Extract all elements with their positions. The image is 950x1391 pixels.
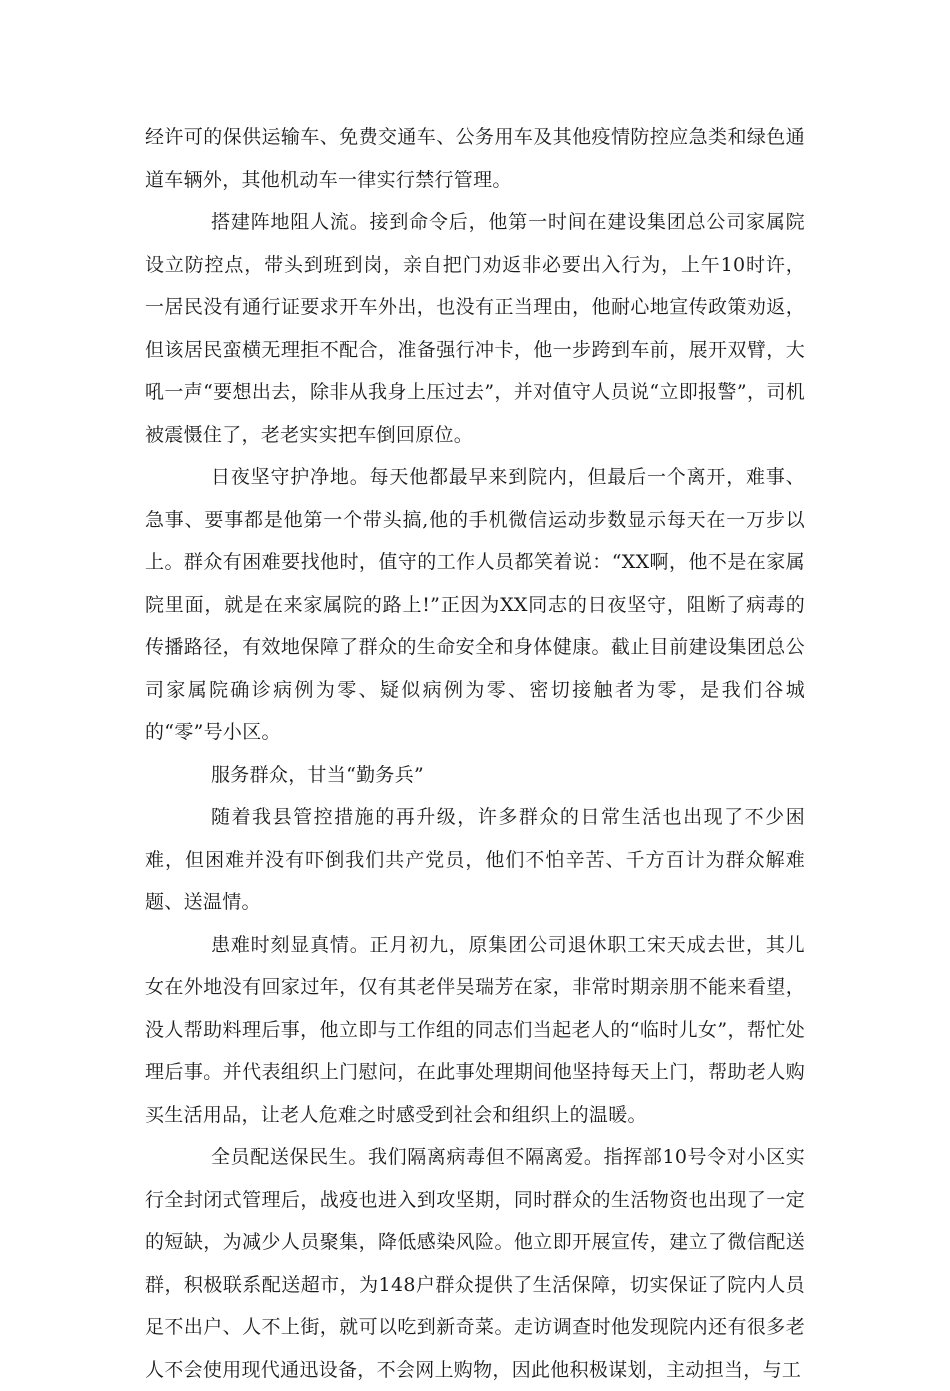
document-body [145,116,805,1391]
paragraph-day-night-guard: 日夜坚守护净地。每天他都最早来到院内，但最后一个离开，难事、急事、要事都是他第一个带头搞,他的手机微信运动步数显示每天在一万步以上。群众有困难要找他时，值守的工作人员都笑着说：“XX啊，他不是在家属院里面，就是在来家属院的路上!”正因为XX同志的日夜坚守，阻断了病毒的传播路径，有效地保障了群众的生命安全和身体健康。截止目前建设集团总公司家属院确诊病例为零、疑似病例为零、密切接触者为零，是我们谷城的“零”号小区。 [145,466,805,743]
section-heading-serve-people: 服务群众，甘当“勤务兵” [211,763,425,786]
paragraph-delivery: 全员配送保民生。我们隔离病毒但不隔离爱。指挥部10号令对小区实行全封闭式管理后，战疫也进入到攻坚期，同时群众的生活物资也出现了一定的短缺，为减少人员聚集，降低感染风险。他立即开展宣传，建立了微信配送群，积极联系配送超市，为148户群众提供了生活保障，切实保证了院内人员足不出户、人不上街，就可以吃到新奇菜。走访调查时他发现院内还有很多老人不会使用现代通迅设备，不会网上购物，因此他积极谋划，主动担当，与工 [145,1146,805,1381]
paragraph-continuation: 经许可的保供运输车、免费交通车、公务用车及其他疫情防控应急类和绿色通道车辆外，其他机动车一律实行禁行管理。 [145,126,805,191]
paragraph-hard-times: 患难时刻显真情。正月初九，原集团公司退休职工宋天成去世，其儿女在外地没有回家过年，仅有其老伴吴瑞芳在家，非常时期亲朋不能来看望，没人帮助料理后事，他立即与工作组的同志们当起老人的“临时儿女”，帮忙处理后事。并代表组织上门慰问，在此事处理期间他坚持每天上门，帮助老人购买生活用品，让老人危难之时感受到社会和组织上的温暖。 [145,933,805,1126]
paragraph-set-up-checkpoint: 搭建阵地阻人流。接到命令后，他第一时间在建设集团总公司家属院设立防控点，带头到班到岗，亲自把门劝返非必要出入行为，上午10时许，一居民没有通行证要求开车外出，也没有正当理由，他耐心地宣传政策劝返，但该居民蛮横无理拒不配合，准备强行冲卡，他一步跨到车前，展开双臂，大吼一声“要想出去，除非从我身上压过去”，并对值守人员说“立即报警”，司机被震慑住了，老老实实把车倒回原位。 [145,211,805,446]
paragraph-control-upgrade: 随着我县管控措施的再升级，许多群众的日常生活也出现了不少困难，但困难并没有吓倒我们共产党员，他们不怕辛苦、千方百计为群众解难题、送温情。 [145,806,805,913]
